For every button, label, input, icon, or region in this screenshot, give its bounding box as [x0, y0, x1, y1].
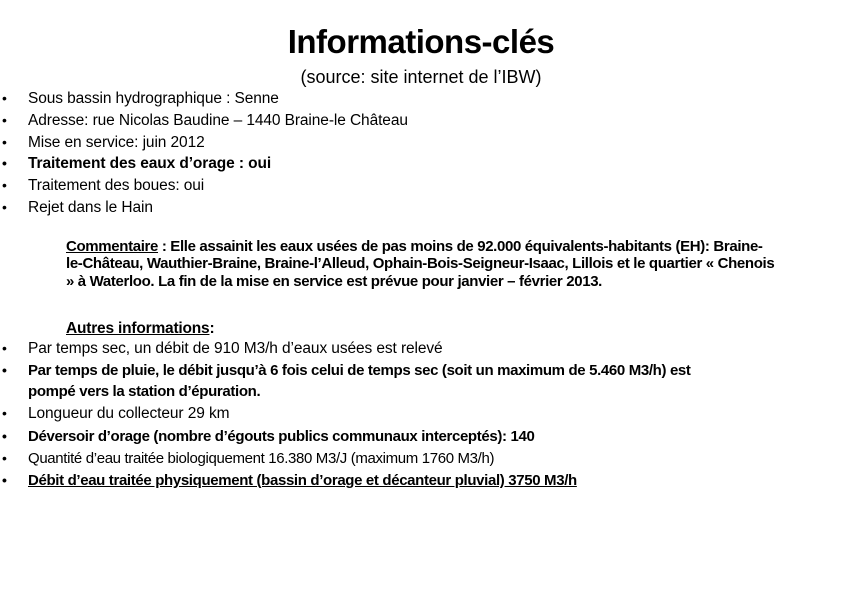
key-fact-text: Traitement des boues: oui	[28, 177, 205, 195]
other-info-text: Déversoir d’orage (nombre d’égouts publics communaux interceptés): 140	[28, 427, 535, 445]
list-item	[0, 153, 842, 175]
list-item	[0, 110, 842, 132]
bullet-icon: •	[2, 449, 7, 466]
bullet-icon: •	[2, 133, 7, 150]
list-item	[0, 197, 842, 219]
slide-subtitle: (source: site internet de l’IBW)	[300, 67, 542, 87]
key-fact-text: Sous bassin hydrographique : Senne	[28, 90, 279, 107]
bullet-icon: •	[2, 198, 7, 215]
commentary-paragraph	[66, 238, 778, 291]
slide-title: Informations-clés	[287, 23, 555, 60]
other-info-text: Longueur du collecteur 29 km	[28, 405, 230, 423]
list-item	[0, 426, 716, 448]
commentary-label: Commentaire	[66, 237, 159, 255]
key-facts-list	[0, 88, 842, 219]
bullet-icon: •	[2, 155, 7, 172]
list-item	[0, 175, 842, 197]
bullet-icon: •	[2, 405, 7, 422]
key-fact-text: Rejet dans le Hain	[28, 198, 153, 216]
other-info-list	[0, 338, 716, 492]
bullet-icon: •	[2, 361, 7, 378]
bullet-icon: •	[2, 471, 7, 488]
list-item	[0, 360, 716, 403]
other-info-colon: :	[209, 319, 215, 337]
other-info-label: Autres informations	[66, 319, 210, 337]
key-fact-text: Adresse: rue Nicolas Baudine – 1440 Braine-le Château	[28, 111, 408, 129]
other-info-text: Quantité d’eau traitée biologiquement 16.380 M3/J (maximum 1760 M3/h)	[28, 449, 495, 467]
bullet-icon: •	[2, 427, 7, 444]
bullet-icon: •	[2, 177, 7, 194]
list-item	[0, 132, 842, 154]
other-info-text: Débit d’eau traitée physiquement (bassin d’orage et décanteur pluvial) 3750 M3/h	[28, 471, 577, 489]
list-item	[0, 403, 716, 425]
list-item	[0, 470, 716, 492]
list-item	[0, 448, 716, 470]
other-info-text: Par temps sec, un débit de 910 M3/h d’eaux usées est relevé	[28, 339, 443, 357]
bullet-icon: •	[2, 339, 7, 356]
key-fact-text: Traitement des eaux d’orage : oui	[28, 155, 272, 173]
bullet-icon: •	[2, 90, 7, 106]
commentary-text: : Elle assainit les eaux usées de pas moins de 92.000 équivalents-habitants (EH): Braine-le-Château, Wauthier-Braine, Braine-l’Alleud, Ophain-Bois-Seigneur-Isaac, Lillois et le quartier « Chenois » à Waterloo. La fin de la mise en service est prévue pour janvier – février 2013.	[66, 237, 775, 290]
other-info-text: Par temps de pluie, le débit jusqu’à 6 fois celui de temps sec (soit un maximum de 5.460 M3/h) est pompé vers la station d’épuration.	[28, 361, 691, 401]
list-item	[0, 88, 842, 110]
bullet-icon: •	[2, 111, 7, 128]
other-info-heading	[66, 320, 842, 338]
key-fact-text: Mise en service: juin 2012	[28, 133, 205, 151]
list-item	[0, 338, 716, 360]
